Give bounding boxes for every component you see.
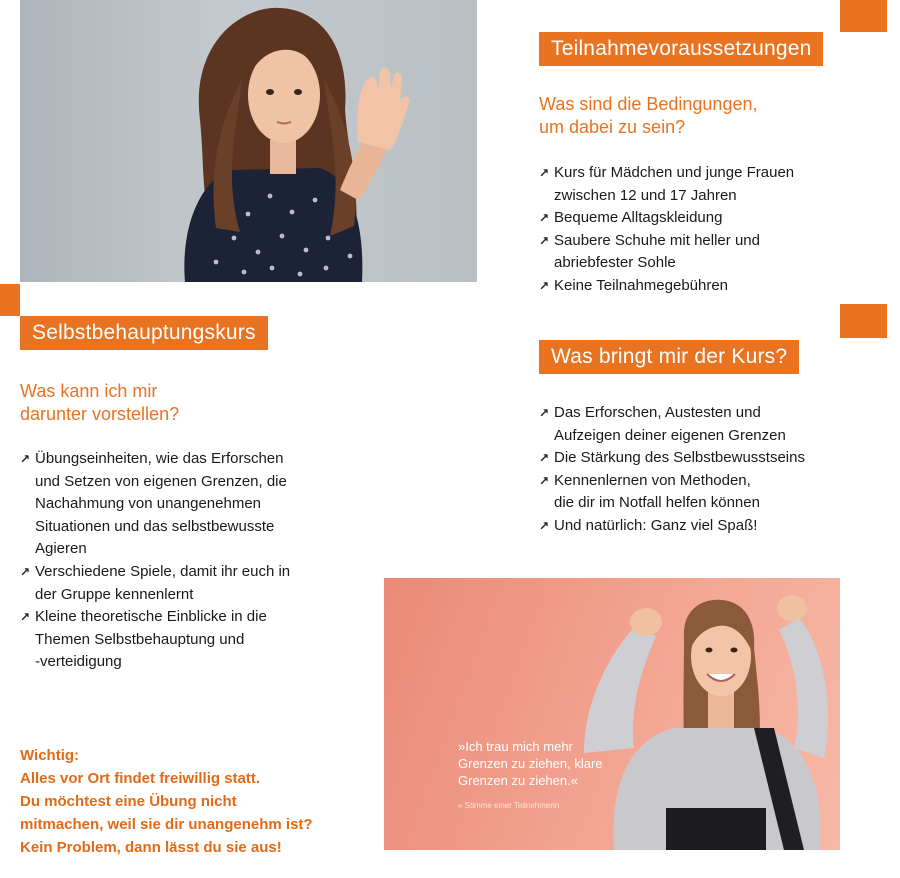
- note-line: Wichtig:: [20, 747, 80, 764]
- arrow-bullet-icon: ↗: [539, 451, 550, 466]
- list-item-line: zwischen 12 und 17 Jahren: [554, 186, 737, 204]
- arrow-bullet-icon: ↗: [539, 211, 550, 226]
- note-line: Alles vor Ort findet freiwillig statt.: [20, 770, 261, 787]
- list-item-line: Übungseinheiten, wie das Erforschen: [35, 450, 284, 467]
- requirements-label: Teilnahmevoraussetzungen: [539, 32, 823, 66]
- accent-square-left: [0, 284, 20, 316]
- list-item-line: -verteidigung: [35, 653, 122, 671]
- arrow-bullet-icon: ↗: [539, 278, 550, 293]
- list-item-line: Kennenlernen von Methoden,: [554, 471, 751, 489]
- confident-woman-photo: [384, 578, 840, 850]
- list-item: [539, 275, 869, 298]
- benefits-label: Was bringt mir der Kurs?: [539, 340, 799, 374]
- requirements-question-line: um dabei zu sein?: [539, 117, 686, 137]
- list-item-line: die dir im Notfall helfen können: [554, 494, 760, 512]
- participant-quote: [458, 738, 628, 814]
- list-item-line: Bequeme Alltagskleidung: [554, 209, 723, 227]
- accent-square-top-right: [840, 0, 887, 32]
- arrow-bullet-icon: ↗: [539, 233, 550, 248]
- quote-source: » Stimme einer Teilnehmerin: [458, 801, 560, 810]
- accent-square-mid-right: [840, 304, 887, 338]
- list-item-line: Kurs für Mädchen und junge Frauen: [554, 164, 795, 181]
- arrow-bullet-icon: ↗: [20, 452, 31, 466]
- list-item: [20, 448, 350, 561]
- requirements-list: [539, 162, 869, 298]
- course-question: [20, 380, 350, 426]
- quote-line: »Ich trau mich mehr: [458, 739, 573, 754]
- list-item-line: und Setzen von eigenen Grenzen, die: [35, 472, 287, 490]
- list-item: [539, 162, 869, 207]
- arrow-bullet-icon: ↗: [539, 518, 550, 533]
- girl-illustration: [20, 0, 477, 282]
- list-item: [539, 447, 869, 470]
- list-item-line: Und natürlich: Ganz viel Spaß!: [554, 516, 758, 534]
- important-note: [20, 744, 360, 859]
- list-item: [20, 606, 350, 674]
- note-line: mitmachen, weil sie dir unangenehm ist?: [20, 816, 313, 833]
- note-line: Kein Problem, dann lässt du sie aus!: [20, 839, 282, 856]
- list-item-line: abriebfester Sohle: [554, 254, 676, 272]
- list-item-line: Nachahmung von unangenehmen: [35, 495, 262, 513]
- arrow-bullet-icon: ↗: [20, 564, 31, 579]
- list-item-line: Aufzeigen deiner eigenen Grenzen: [554, 426, 786, 444]
- arrow-bullet-icon: ↗: [539, 473, 550, 488]
- list-item-line: der Gruppe kennenlernt: [35, 585, 194, 603]
- list-item: [539, 230, 869, 275]
- girl-stop-gesture-photo: [20, 0, 477, 282]
- list-item-line: Situationen und das selbstbewusste: [35, 517, 275, 535]
- list-item-line: Kleine theoretische Einblicke in die: [35, 608, 267, 626]
- list-item-line: Themen Selbstbehauptung und: [35, 630, 245, 648]
- arrow-bullet-icon: ↗: [539, 166, 550, 180]
- list-item-line: Keine Teilnahmegebühren: [554, 276, 729, 294]
- course-question-line: darunter vorstellen?: [20, 404, 180, 424]
- list-item-line: Verschiedene Spiele, damit ihr euch in: [35, 562, 291, 580]
- course-content-list: [20, 448, 350, 674]
- list-item: [539, 515, 869, 538]
- requirements-question: [539, 93, 869, 139]
- benefits-list: [539, 402, 869, 538]
- quote-line: Grenzen zu ziehen.«: [458, 773, 578, 788]
- note-line: Du möchtest eine Übung nicht: [20, 793, 237, 810]
- list-item: [20, 561, 350, 606]
- list-item: [539, 402, 869, 447]
- list-item: [539, 207, 869, 230]
- arrow-bullet-icon: ↗: [20, 610, 31, 625]
- list-item: [539, 470, 869, 515]
- course-question-line: Was kann ich mir: [20, 381, 158, 401]
- requirements-question-line: Was sind die Bedingungen,: [539, 94, 758, 114]
- list-item-line: Das Erforschen, Austesten und: [554, 404, 761, 421]
- list-item-line: Agieren: [35, 540, 87, 558]
- course-label: Selbstbehauptungskurs: [20, 316, 268, 350]
- arrow-bullet-icon: ↗: [539, 406, 550, 420]
- list-item-line: Saubere Schuhe mit heller und: [554, 231, 760, 249]
- list-item-line: Die Stärkung des Selbstbewusstseins: [554, 449, 805, 467]
- quote-line: Grenzen zu ziehen, klare: [458, 756, 603, 771]
